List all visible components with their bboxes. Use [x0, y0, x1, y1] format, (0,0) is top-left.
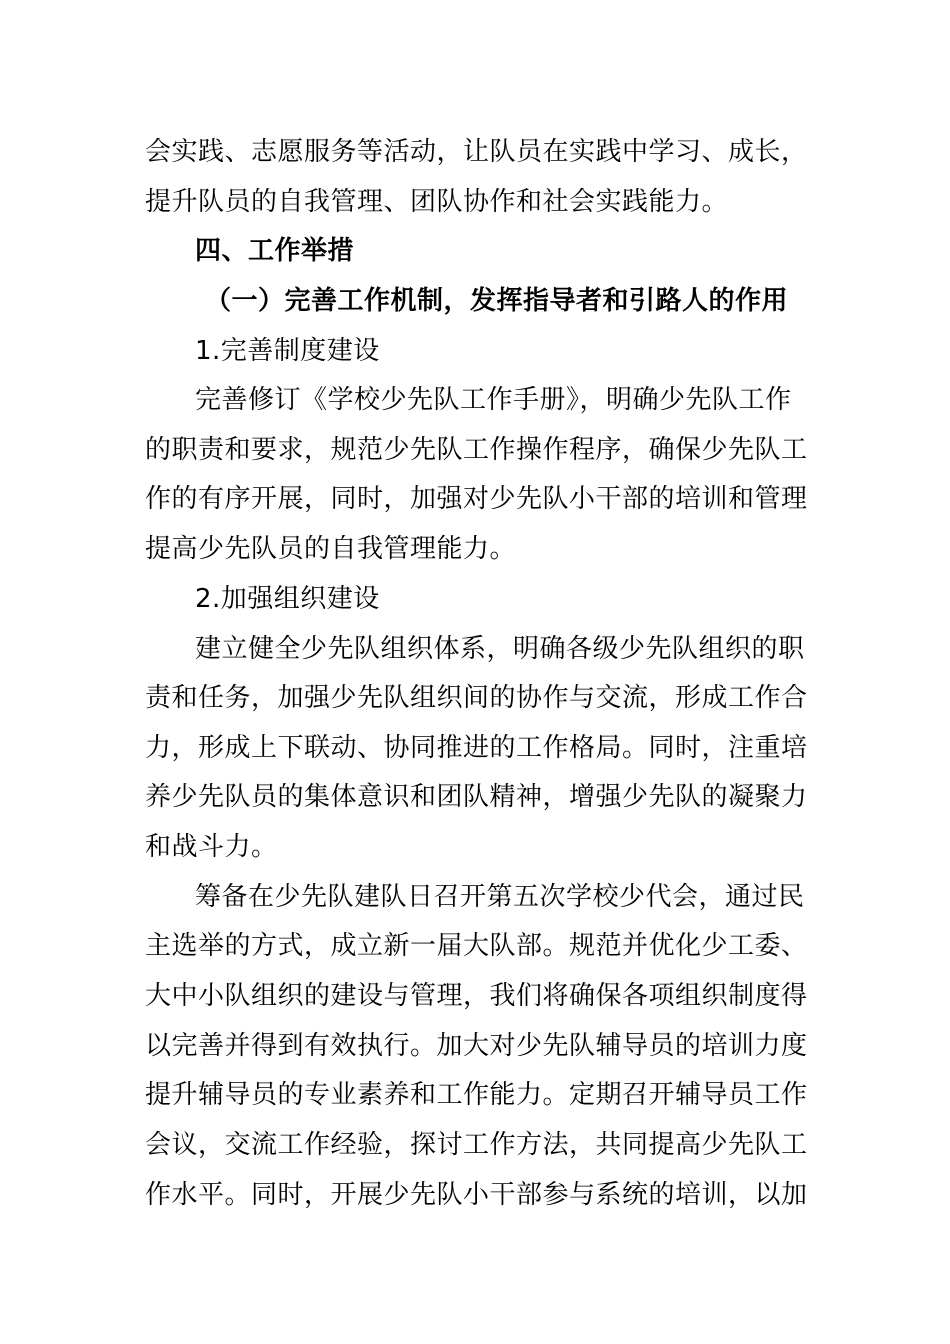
body-text-line: 提升队员的自我管理、团队协作和社会实践能力。 [145, 187, 729, 217]
body-text-line: 主选举的方式，成立新一届大队部。规范并优化少工委、 [145, 931, 808, 961]
body-text-line: 建立健全少先队组织体系，明确各级少先队组织的职 [195, 634, 805, 664]
item-heading: 1.完善制度建设 [195, 336, 380, 366]
item-heading: 2.加强组织建设 [195, 584, 380, 614]
body-text-line: 提高少先队员的自我管理能力。 [145, 534, 517, 564]
body-text-line: 力，形成上下联动、协同推进的工作格局。同时，注重培 [145, 733, 808, 763]
body-text-line: 大中小队组织的建设与管理，我们将确保各项组织制度得 [145, 981, 808, 1011]
body-text-line: 会议，交流工作经验，探讨工作方法，共同提高少先队工 [145, 1130, 808, 1160]
body-text-line: 以完善并得到有效执行。加大对少先队辅导员的培训力度 [145, 1031, 808, 1061]
body-text-line: 作水平。同时，开展少先队小干部参与系统的培训，以加 [145, 1180, 808, 1210]
body-text-line: 完善修订《学校少先队工作手册》，明确少先队工作 [195, 385, 792, 415]
body-text-line: 和战斗力。 [145, 832, 278, 862]
body-text-line: 养少先队员的集体意识和团队精神，增强少先队的凝聚力 [145, 782, 808, 812]
subsection-heading: （一）完善工作机制，发挥指导者和引路人的作用 [205, 286, 789, 316]
body-text-line: 筹备在少先队建队日召开第五次学校少代会，通过民 [195, 882, 805, 912]
section-heading: 四、工作举措 [195, 236, 355, 266]
body-text-line: 责和任务，加强少先队组织间的协作与交流，形成工作合 [145, 683, 808, 713]
body-text-line: 提升辅导员的专业素养和工作能力。定期召开辅导员工作 [145, 1080, 808, 1110]
body-text-line: 的职责和要求，规范少先队工作操作程序，确保少先队工 [145, 435, 808, 465]
body-text-line: 作的有序开展，同时，加强对少先队小干部的培训和管理 [145, 484, 808, 514]
body-text-line: 会实践、志愿服务等活动，让队员在实践中学习、成长， [145, 137, 808, 167]
